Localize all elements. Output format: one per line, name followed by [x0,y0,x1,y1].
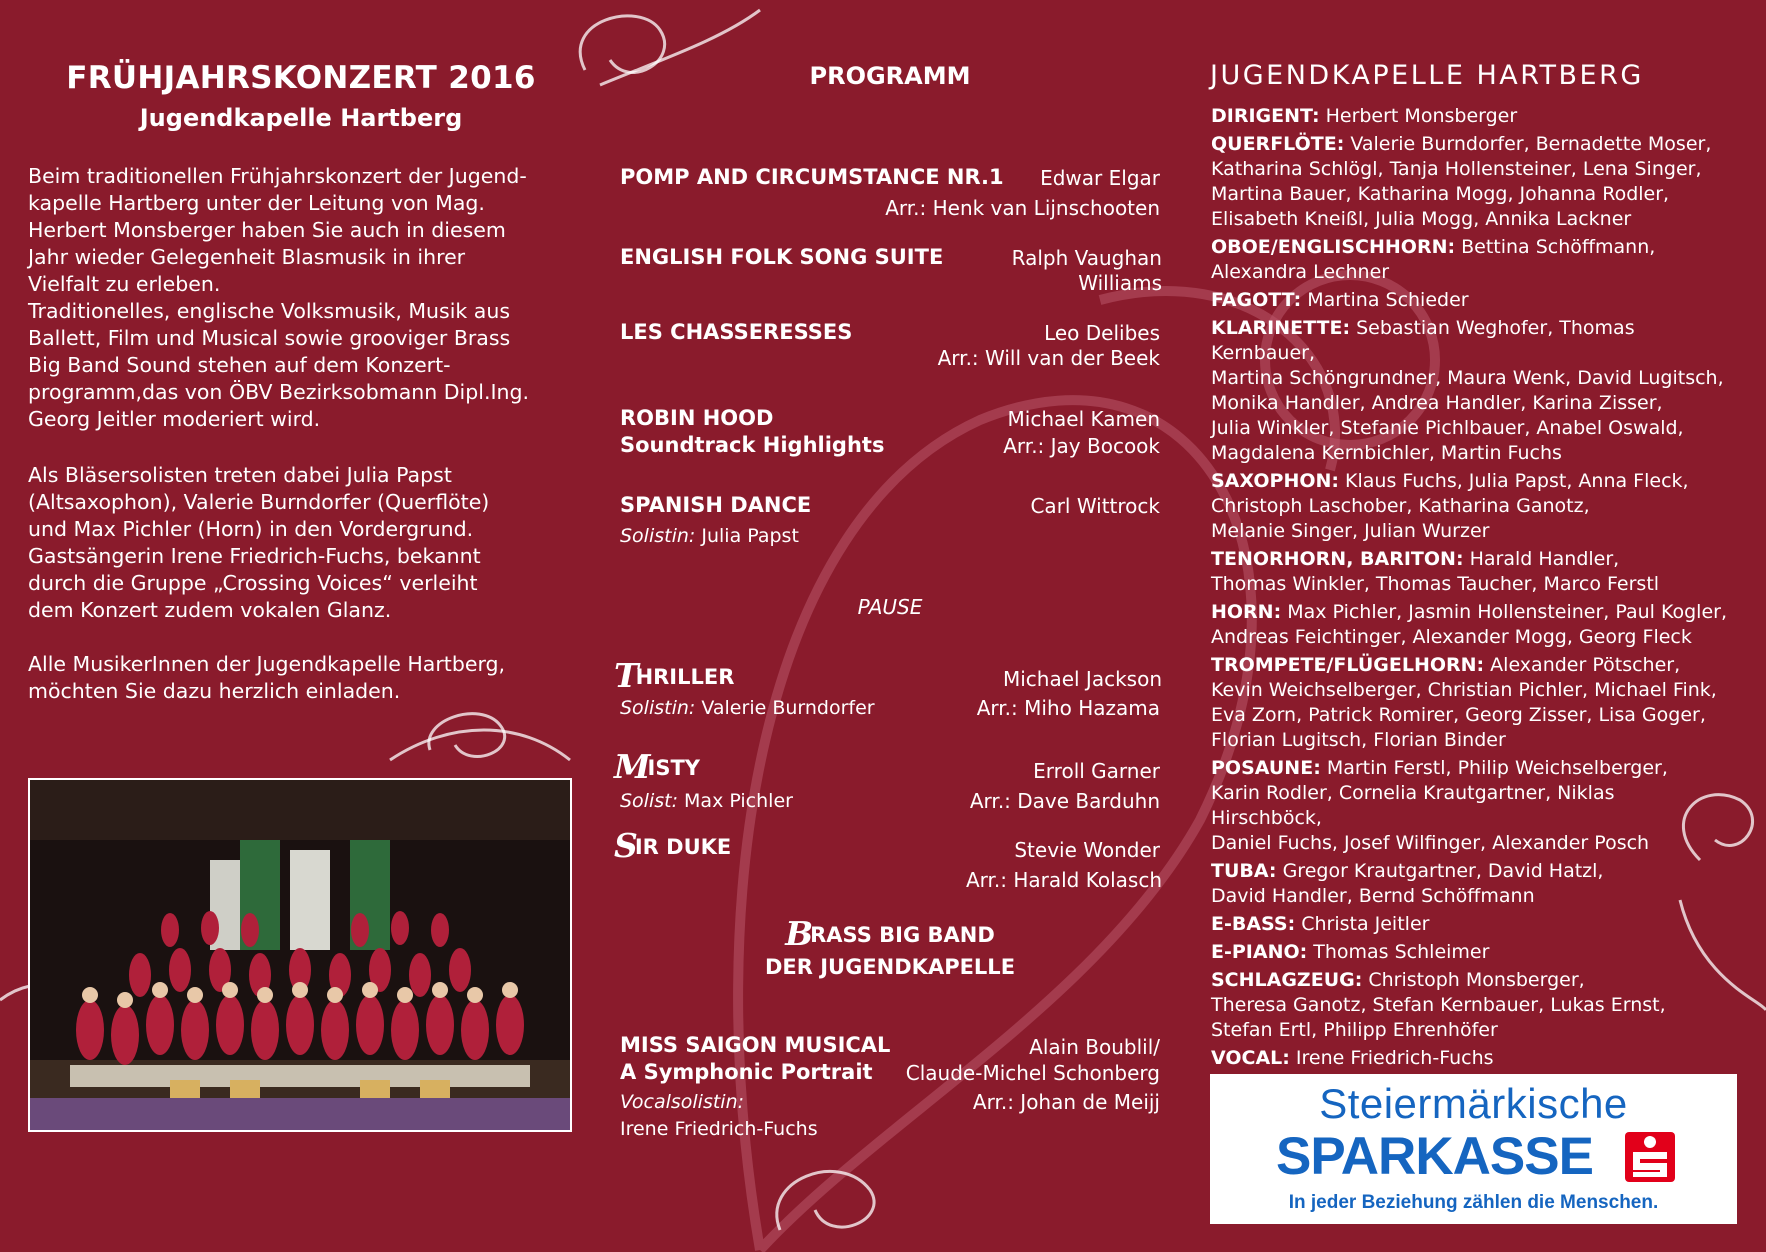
member-section [1211,968,1731,1043]
bigband-title: BRASS BIG BAND [785,914,995,953]
program-item-title: SIR DUKE [614,826,732,865]
section-label: OBOE/ENGLISCHHORN: [1211,236,1456,258]
program-item-title: THRILLER [614,656,735,695]
sparkasse-s-icon [1623,1130,1677,1184]
program-item-composer: Erroll Garner [1033,759,1160,783]
program-item-arranger: Arr.: Johan de Meijj [972,1090,1160,1114]
member-section [1211,132,1731,232]
concert-title: FRÜHJAHRSKONZERT 2016 [66,60,536,96]
program-item-arranger: Arr.: Jay Bocook [1003,434,1160,458]
sponsor-logo [1210,1074,1737,1224]
section-names: Christoph Monsberger, Theresa Ganotz, Stefan Kernbauer, Lukas Ernst, Stefan Ertl, Philipp Ehrenhöfer [1211,969,1666,1041]
section-label: SCHLAGZEUG: [1211,969,1363,991]
program-item-composer: Michael Kamen [1007,407,1160,431]
member-section [1211,547,1731,597]
program-heading: PROGRAMM [809,62,971,90]
pause-label: PAUSE [857,595,923,619]
program-item-arranger: Arr.: Harald Kolasch [965,868,1162,892]
section-label: VOCAL: [1211,1047,1290,1069]
section-names: Martina Schieder [1301,289,1469,311]
intro-paragraph: Beim traditionellen Frühjahrskonzert der Jugend- kapelle Hartberg unter der Leitung von Mag. Herbert Monsberger haben Sie auch in diesem Jahr wieder Gelegenheit Blasmusik in ihrer Vielfalt zu erleben. Traditionelles, englische Volksmusik, Musik aus Ballett, Film und Musical sowie grooviger Brass Big Band Sound stehen auf dem Konzert- programm,das von ÖBV Bezirksobmann Dipl.Ing. Georg Jeitler moderiert wird. [28,164,530,431]
program-item-arranger: Arr.: Dave Barduhn [969,789,1160,813]
band-title: JUGENDKAPELLE HARTBERG [1210,60,1644,91]
section-label: DIRIGENT: [1211,105,1320,127]
program-item-soloist: Solistin: Julia Papst [620,525,799,547]
section-label: TENORHORN, BARITON: [1211,548,1464,570]
soloists-paragraph: Als Bläsersolisten treten dabei Julia Papst (Altsaxophon), Valerie Burndorfer (Querflöte) und Max Pichler (Horn) in den Vordergrund. Gastsängerin Irene Friedrich-Fuchs, bekannt durch die Gruppe „Crossing Voices“ verleiht dem Konzert zudem vokalen Glanz. [28,463,490,622]
member-section [1211,288,1731,313]
section-label: KLARINETTE: [1211,317,1351,339]
member-section [1211,940,1731,965]
program-item-title: MISS SAIGON MUSICAL [620,1033,891,1057]
section-names: Harald Handler, Thomas Winkler, Thomas Taucher, Marco Ferstl [1211,548,1660,595]
band-photo [28,778,572,1132]
program-item-composer: Edwar Elgar [1040,166,1160,190]
section-names: Irene Friedrich-Fuchs [1289,1047,1494,1069]
section-names: Klaus Fuchs, Julia Papst, Anna Fleck, Christoph Laschober, Katharina Ganotz, Melanie Singer, Julian Wurzer [1211,470,1689,542]
member-section [1211,235,1731,285]
invitation-paragraph: Alle MusikerInnen der Jugendkapelle Hartberg, möchten Sie dazu herzlich einladen. [28,652,506,703]
program-item-soloist-name: Irene Friedrich-Fuchs [620,1118,818,1140]
section-names: Herbert Monsberger [1319,105,1518,127]
section-names: Valerie Burndorfer, Bernadette Moser, Katharina Schlögl, Tanja Hollensteiner, Lena Singer, Martina Bauer, Katharina Mogg, Johanna Rodler, Elisabeth Kneißl, Julia Mogg, Annika Lackner [1211,133,1712,230]
section-names: Sebastian Weghofer, Thomas Kernbauer, Martina Schöngrundner, Maura Wenk, David Lugitsch, Monika Handler, Andrea Handler, Karina Zisser, Julia Winkler, Stefanie Pichlbauer, Anabel Oswald, Magdalena Kernbichler, Martin Fuchs [1211,317,1724,464]
program-item-title: ROBIN HOOD [620,406,774,430]
member-section [1211,104,1731,129]
section-label: QUERFLÖTE: [1211,133,1345,155]
program-item-arranger: Arr.: Miho Hazama [976,696,1160,720]
program-item-subtitle: A Symphonic Portrait [620,1060,873,1084]
section-names: Martin Ferstl, Philip Weichselberger, Karin Rodler, Cornelia Krautgartner, Niklas Hirschböck, Daniel Fuchs, Josef Wilfinger, Alexander Posch [1211,757,1668,854]
logo-line2: SPARKASSE [1276,1127,1593,1186]
program-item-composer: Ralph Vaughan [1011,246,1162,270]
program-item-composer: Claude-Michel Schonberg [905,1061,1160,1085]
program-item-soloist: Solist: Max Pichler [620,790,793,812]
program-item-composer: Stevie Wonder [1014,838,1160,862]
logo-tagline: In jeder Beziehung zählen die Menschen. [1288,1192,1659,1213]
program-item-title: POMP AND CIRCUMSTANCE NR.1 [620,165,1004,189]
logo-line1: Steiermärkische [1319,1080,1628,1127]
section-label: SAXOPHON: [1211,470,1339,492]
section-label: E-BASS: [1211,913,1296,935]
section-names: Christa Jeitler [1295,913,1430,935]
member-section [1211,1046,1731,1071]
section-label: FAGOTT: [1211,289,1302,311]
section-names: Max Pichler, Jasmin Hollensteiner, Paul Kogler, Andreas Feichtinger, Alexander Mogg, Georg Fleck [1211,601,1727,648]
bigband-subtitle: DER JUGENDKAPELLE [764,955,1016,979]
program-item-composer: Alain Boublil/ [1029,1035,1160,1059]
program-item-arranger: Arr.: Henk van Lijnschooten [885,196,1160,220]
section-label: TUBA: [1211,860,1277,882]
program-item-title: SPANISH DANCE [620,493,812,517]
section-label: POSAUNE: [1211,757,1321,779]
member-section [1211,316,1731,466]
program-item-subtitle: Soundtrack Highlights [620,433,885,457]
program-item-title: MISTY [614,747,701,786]
section-names: Thomas Schleimer [1307,941,1490,963]
member-section [1211,756,1731,856]
member-section [1211,469,1731,544]
member-section [1211,912,1731,937]
program-item-soloist: Solistin: Valerie Burndorfer [620,697,875,719]
program-item-composer: Michael Jackson [1002,667,1162,691]
section-names: Alexander Pötscher, Kevin Weichselberger, Christian Pichler, Michael Fink, Eva Zorn, Patrick Romirer, Georg Zisser, Lisa Goger, Florian Lugitsch, Florian Binder [1211,654,1717,751]
program-item-composer: Williams [1078,271,1162,295]
section-label: E-PIANO: [1211,941,1308,963]
concert-subtitle: Jugendkapelle Hartberg [139,104,463,132]
member-section [1211,600,1731,650]
member-section [1211,653,1731,753]
section-names: Bettina Schöffmann, Alexandra Lechner [1211,236,1656,283]
program-item-soloist-label: Vocalsolistin: [620,1091,745,1113]
section-label: TROMPETE/FLÜGELHORN: [1211,654,1485,676]
program-item-composer: Carl Wittrock [1030,494,1160,518]
section-names: Gregor Krautgartner, David Hatzl, David Handler, Bernd Schöffmann [1211,860,1604,907]
program-item-composer: Leo Delibes [1044,321,1160,345]
program-item-arranger: Arr.: Will van der Beek [937,346,1160,370]
member-section [1211,859,1731,909]
section-label: HORN: [1211,601,1282,623]
program-item-title: LES CHASSERESSES [620,320,853,344]
member-list [1211,104,1731,1074]
program-item-title: ENGLISH FOLK SONG SUITE [620,245,944,269]
